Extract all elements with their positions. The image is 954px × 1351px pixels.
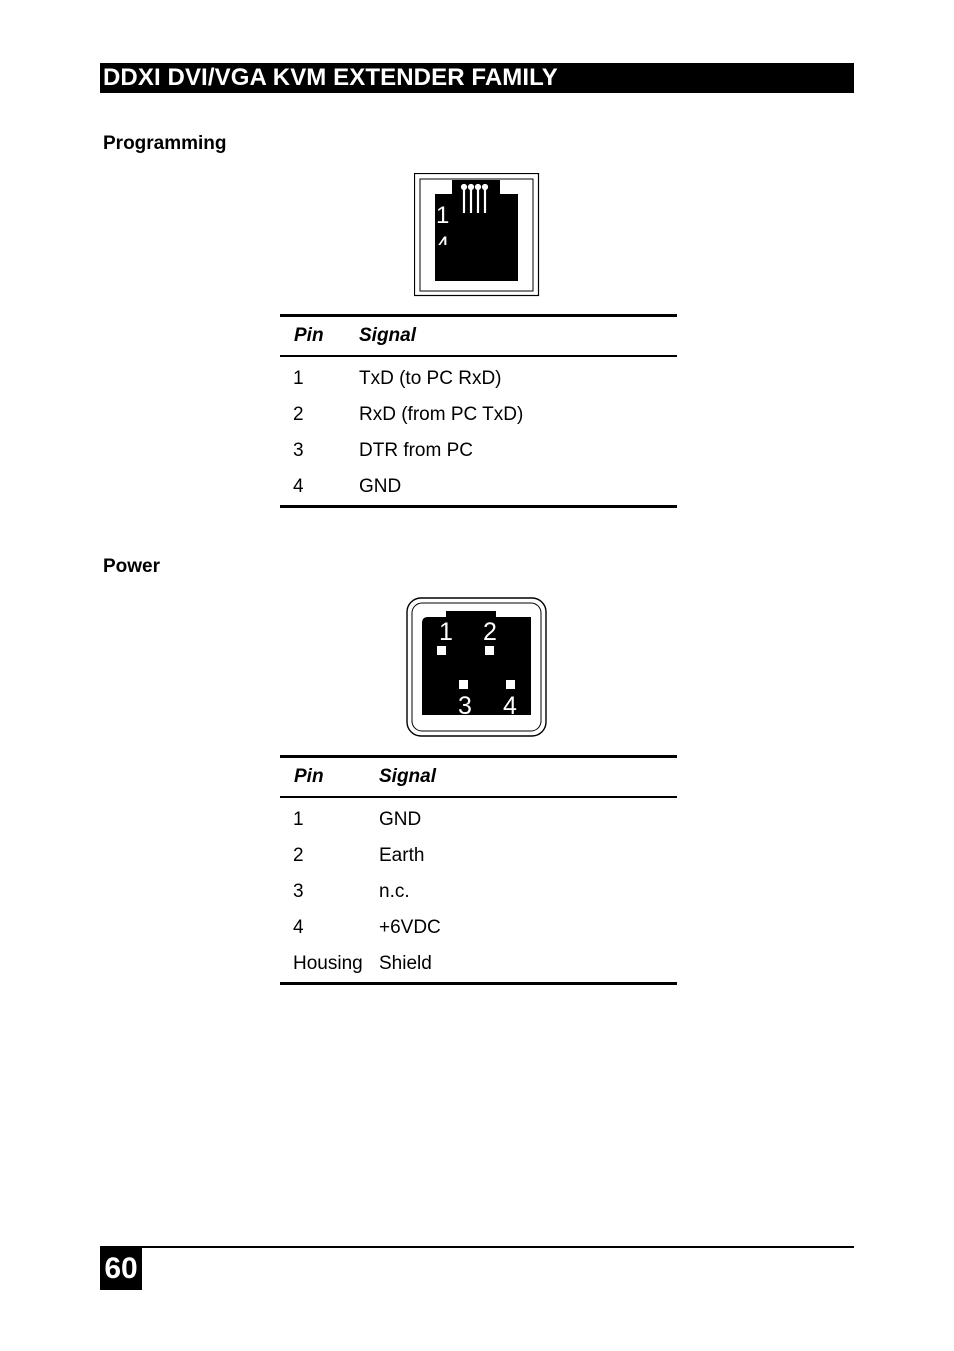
power-pin4-contact <box>506 680 515 689</box>
pin-column-header: Pin <box>280 757 379 798</box>
table-row <box>280 946 677 984</box>
table-row <box>280 433 677 469</box>
signal-column-header: Signal <box>379 757 677 798</box>
power-pin3-label: 3 <box>458 692 472 720</box>
table-header-row <box>280 316 677 357</box>
pin-cell: 1 <box>293 809 304 830</box>
signal-cell: TxD (to PC RxD) <box>359 368 502 389</box>
pin-cell: 2 <box>293 845 304 866</box>
table-row <box>280 838 677 874</box>
power-pin2-label: 2 <box>483 618 497 646</box>
signal-cell: +6VDC <box>379 917 441 938</box>
pin-cell: Housing <box>280 946 379 984</box>
programming-pin1-label: 1 <box>436 202 450 229</box>
pin-cell: 1 <box>293 368 304 389</box>
signal-cell: GND <box>379 809 422 830</box>
table-row <box>280 356 677 397</box>
signal-cell: Earth <box>379 845 425 866</box>
pin-cell: 3 <box>293 881 304 902</box>
page-number: 60 <box>100 1248 142 1290</box>
table-row <box>280 469 677 507</box>
table-row <box>280 874 677 910</box>
signal-cell: DTR from PC <box>359 440 473 461</box>
power-pin3-contact <box>459 680 468 689</box>
table-row <box>280 397 677 433</box>
pin-cell: 2 <box>293 404 304 425</box>
programming-section-title: Programming <box>103 133 227 154</box>
power-connector-diagram <box>406 597 547 737</box>
signal-cell: RxD (from PC TxD) <box>359 404 524 425</box>
power-pin1-contact <box>437 646 446 655</box>
table-row <box>280 910 677 946</box>
pin-cell: 4 <box>293 917 304 938</box>
footer-divider <box>100 1246 854 1248</box>
signal-cell: GND <box>359 469 677 507</box>
power-pin1-label: 1 <box>439 618 453 646</box>
table-row <box>280 797 677 838</box>
page-header-title: DDXI DVI/VGA KVM EXTENDER FAMILY <box>100 63 854 93</box>
signal-cell: Shield <box>379 946 677 984</box>
power-pin2-contact <box>485 646 494 655</box>
signal-cell: n.c. <box>379 881 410 902</box>
rj-programming-connector-diagram <box>414 173 540 297</box>
pin-cell: 4 <box>280 469 359 507</box>
power-pin-table <box>280 755 677 985</box>
pin-column-header: Pin <box>280 316 359 357</box>
table-header-row <box>280 757 677 798</box>
pin-cell: 3 <box>293 440 304 461</box>
power-section-title: Power <box>103 556 161 577</box>
programming-pin-table <box>280 314 677 508</box>
power-pin4-label: 4 <box>503 692 517 720</box>
signal-column-header: Signal <box>359 316 677 357</box>
